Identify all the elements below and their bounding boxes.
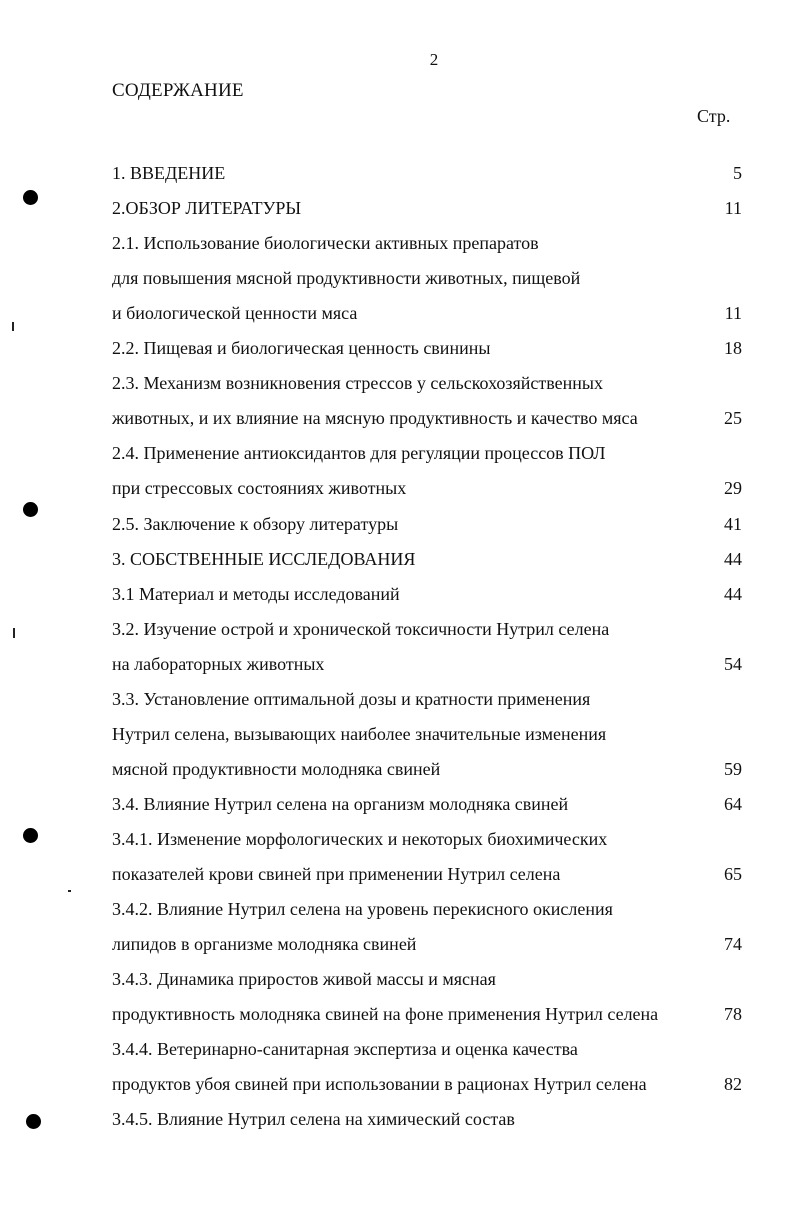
- toc-entry-text: для повышения мясной продуктивности животных, пищевой: [112, 268, 581, 289]
- toc-entry-page: 11: [724, 198, 742, 219]
- toc-line: [0, 826, 797, 852]
- toc-line: [0, 931, 797, 957]
- toc-entry-page: 5: [733, 163, 742, 183]
- toc-entry-text: 3.4.5. Влияние Нутрил селена на химический состав: [112, 1109, 515, 1130]
- toc-entry-text: 2.4. Применение антиоксидантов для регуляции процессов ПОЛ: [112, 443, 606, 464]
- toc-line: [0, 966, 797, 992]
- toc-entry-page: 11: [724, 303, 742, 324]
- toc-line: [0, 581, 797, 607]
- toc-entry-text: мясной продуктивности молодняка свиней: [112, 758, 441, 779]
- toc-entry-text: и биологической ценности мяса: [112, 303, 358, 324]
- toc-line: [0, 721, 797, 747]
- page-title: СОДЕРЖАНИЕ: [112, 80, 244, 101]
- toc-entry-page: 82: [724, 1074, 742, 1095]
- toc-entry-text: 3.3. Установление оптимальной дозы и кратности применения: [112, 688, 591, 709]
- toc-line: [0, 265, 797, 291]
- toc-line: [0, 1036, 797, 1062]
- scan-speck: [12, 322, 14, 331]
- toc-line: [0, 300, 797, 326]
- toc-entry-text: 1. ВВЕДЕНИЕ: [112, 163, 226, 183]
- toc-line: [0, 1106, 797, 1132]
- toc-entry-text: 2.ОБЗОР ЛИТЕРАТУРЫ: [112, 198, 302, 219]
- toc-entry-page: 18: [724, 338, 742, 359]
- toc-line: [0, 475, 797, 501]
- toc-line: [0, 896, 797, 922]
- toc-entry-page: 44: [724, 548, 742, 569]
- toc-entry-text: продуктивность молодняка свиней на фоне применения Нутрил селена: [112, 1004, 659, 1025]
- toc-entry-text: на лабораторных животных: [112, 653, 325, 674]
- toc-entry-page: 44: [724, 583, 742, 604]
- toc-entry-page: 29: [724, 478, 742, 499]
- toc-entry-text: 3.4. Влияние Нутрил селена на организм молодняка свиней: [112, 793, 569, 814]
- toc-line: [0, 511, 797, 537]
- toc-line: [0, 405, 797, 431]
- toc-entry-text: 3. СОБСТВЕННЫЕ ИССЛЕДОВАНИЯ: [112, 548, 416, 569]
- toc-entry-page: 54: [724, 653, 742, 674]
- scan-speck: [13, 628, 15, 638]
- toc-entry-text: липидов в организме молодняка свиней: [112, 934, 417, 955]
- toc-line: [0, 616, 797, 642]
- toc-entry-page: 65: [724, 864, 742, 884]
- punch-hole-mark: [23, 828, 38, 843]
- toc-entry-text: 2.5. Заключение к обзору литературы: [112, 513, 399, 534]
- toc-line: [0, 1071, 797, 1097]
- toc-line: [0, 651, 797, 677]
- toc-entry-text: 2.3. Механизм возникновения стрессов у сельскохозяйственных: [112, 373, 604, 394]
- toc-line: [0, 791, 797, 817]
- toc-line: [0, 861, 797, 887]
- toc-line: [0, 370, 797, 396]
- toc-entry-text: 3.4.2. Влияние Нутрил селена на уровень перекисного окисления: [112, 899, 613, 920]
- toc-line: [0, 1001, 797, 1027]
- toc-entry-text: продуктов убоя свиней при использовании в рационах Нутрил селена: [112, 1074, 647, 1095]
- toc-entry-page: 59: [724, 758, 742, 779]
- toc-line: [0, 195, 797, 221]
- toc-entry-page: 78: [724, 1004, 742, 1025]
- toc-line: [0, 230, 797, 256]
- punch-hole-mark: [23, 190, 38, 205]
- toc-entry-text: показателей крови свиней при применении Нутрил селена: [112, 864, 561, 884]
- toc-entry-text: 3.2. Изучение острой и хронической токсичности Нутрил селена: [112, 618, 610, 639]
- punch-hole-mark: [26, 1114, 41, 1129]
- toc-entry-text: животных, и их влияние на мясную продуктивность и качество мяса: [112, 408, 638, 429]
- scan-speck: [68, 890, 71, 892]
- toc-entry-text: при стрессовых состояниях животных: [112, 478, 407, 499]
- toc-entry-text: 2.2. Пищевая и биологическая ценность свинины: [112, 338, 491, 359]
- page-column-label: Стр.: [697, 106, 731, 126]
- toc-line: [0, 756, 797, 782]
- page-number: 2: [429, 50, 439, 69]
- toc-entry-text: 2.1. Использование биологически активных препаратов: [112, 233, 539, 254]
- toc-entry-text: Нутрил селена, вызывающих наиболее значительные изменения: [112, 723, 607, 744]
- punch-hole-mark: [23, 502, 38, 517]
- toc-line: [0, 546, 797, 572]
- toc-line: [0, 335, 797, 361]
- toc-entry-page: 74: [724, 934, 742, 955]
- toc-entry-text: 3.4.4. Ветеринарно-санитарная экспертиза и оценка качества: [112, 1039, 578, 1060]
- toc-entry-page: 41: [724, 513, 742, 534]
- toc-entry-page: 64: [724, 793, 742, 814]
- toc-line: [0, 160, 797, 186]
- toc-entry-page: 25: [724, 408, 742, 429]
- toc-entry-text: 3.4.3. Динамика приростов живой массы и мясная: [112, 969, 496, 990]
- toc-entry-text: 3.1 Материал и методы исследований: [112, 583, 400, 604]
- toc-line: [0, 686, 797, 712]
- toc-line: [0, 440, 797, 466]
- toc-entry-text: 3.4.1. Изменение морфологических и некоторых биохимических: [112, 828, 608, 849]
